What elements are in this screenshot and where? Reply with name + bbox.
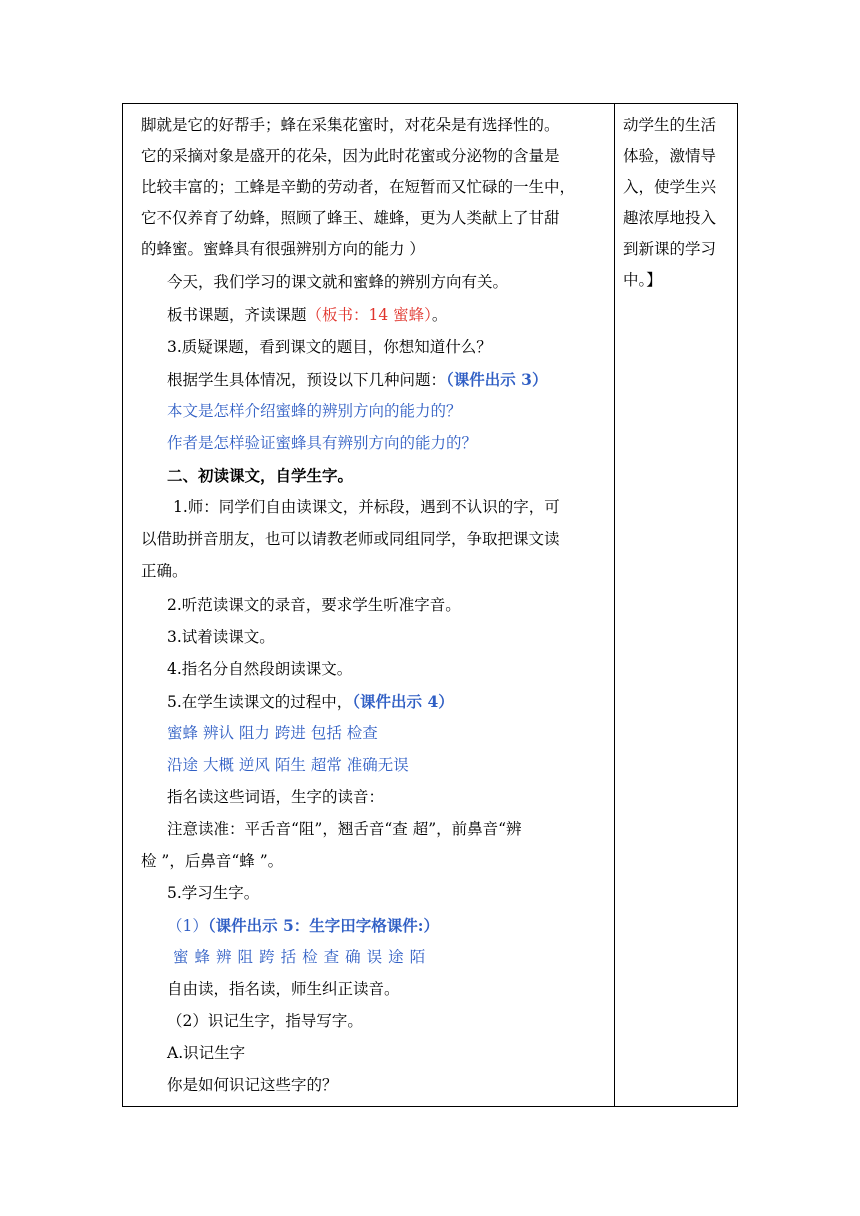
- preset-courseware: （课件出示 3）: [446, 370, 548, 389]
- step-3: 3.试着读课文。: [167, 628, 275, 646]
- step-5: [123, 686, 454, 717]
- vocab-word: 跨进: [274, 724, 306, 742]
- pronunciation-note-cont: 检 ”，后鼻音“蜂 ”。: [141, 852, 284, 870]
- board-line: [123, 300, 447, 331]
- preset-prefix: 根据学生具体情况，预设以下几种问题：: [167, 371, 447, 389]
- vocab-word: 沿途: [167, 756, 199, 774]
- new-character: 括: [280, 948, 297, 966]
- side-text-line: 到新课的学习: [623, 240, 717, 258]
- new-character: 蜜: [173, 948, 189, 966]
- vocab-row-2: [123, 750, 409, 781]
- new-character: 辨: [216, 948, 232, 966]
- text-line: 它的采摘对象是盛开的花朵，因为此时花蜜或分泌物的含量是: [141, 147, 560, 165]
- step-5-prefix: 5.在学生读课文的过程中，: [167, 693, 353, 711]
- side-text-line: 体验，激情导: [623, 147, 717, 165]
- text-line: 脚就是它的好帮手；蜂在采集花蜜时，对花朵是有选择性的。: [141, 116, 560, 134]
- vocab-word: 阻力: [238, 724, 270, 742]
- sub-step-1-number: （1）: [167, 917, 208, 935]
- step-4: 4.指名分自然段朗读课文。: [167, 660, 353, 678]
- vocab-word: 超常: [310, 756, 342, 774]
- new-characters-row: [123, 942, 431, 973]
- new-character: 确: [345, 948, 361, 966]
- vocab-word: 蜜蜂: [167, 724, 199, 742]
- side-text-line: 趣浓厚地投入: [623, 209, 717, 227]
- step-1-cont: 以借助拼音朋友，也可以请教老师或同组同学，争取把课文读: [141, 530, 560, 548]
- side-text-line: 入，使学生兴: [623, 178, 717, 196]
- text-line: 比较丰富的；工蜂是辛勤的劳动者，在短暂而又忙碌的一生中，: [141, 178, 576, 196]
- board-prefix: 板书课题，齐读课题: [167, 306, 307, 324]
- step-5-courseware: （课件出示 4）: [352, 692, 454, 711]
- new-character: 检: [302, 948, 318, 966]
- side-text-line: 中。】: [623, 271, 662, 289]
- vocab-word: 逆风: [238, 756, 270, 774]
- new-character: 阻: [237, 948, 254, 966]
- side-text-line: 动学生的生活: [623, 116, 717, 134]
- vocab-word: 检查: [346, 724, 378, 742]
- vocab-word: 辨认: [202, 724, 234, 742]
- design-intent-column: [615, 104, 737, 1106]
- sub-step-2: （2）识记生字，指导写字。: [167, 1012, 363, 1030]
- board-red-note: （板书：14 蜜蜂）: [306, 306, 432, 324]
- sub-step-1: [123, 910, 439, 941]
- new-character: 误: [366, 948, 383, 966]
- step-5b: 5.学习生字。: [167, 884, 260, 902]
- vocab-word: 陌生: [274, 756, 306, 774]
- text-line: 它不仅养育了幼蜂，照顾了蜂王、雄蜂，更为人类献上了甘甜: [141, 209, 560, 227]
- new-character: 跨: [259, 948, 275, 966]
- vocab-word: 包括: [310, 724, 342, 742]
- vocab-word: 大概: [202, 756, 234, 774]
- question-step: 3.质疑课题，看到课文的题目，你想知道什么？: [167, 338, 492, 356]
- free-read-line: 自由读，指名读，师生纠正读音。: [167, 980, 400, 998]
- vocab-word: 准确无误: [346, 756, 409, 774]
- question-1: 本文是怎样介绍蜜蜂的辨别方向的能力的？: [167, 402, 462, 420]
- question-2: 作者是怎样验证蜜蜂具有辨别方向的能力的？: [167, 434, 478, 452]
- pronunciation-note: 注意读准：平舌音“阻”，翘舌音“查 超”，前鼻音“辨: [167, 820, 522, 838]
- preset-line: [123, 364, 547, 395]
- new-character: 陌: [409, 948, 426, 966]
- vocab-row-1: [123, 718, 378, 749]
- new-character: 蜂: [194, 948, 211, 966]
- lesson-plan-table: [122, 103, 738, 1107]
- sub-step-a: A.识记生字: [167, 1044, 246, 1062]
- text-line: 的蜂蜜。蜜蜂具有很强辨别方向的能力 ）: [141, 240, 425, 258]
- teaching-content-column: [123, 104, 614, 1106]
- new-character: 查: [323, 948, 340, 966]
- section-heading-2: 二、初读课文，自学生字。: [167, 466, 354, 485]
- question-how: 你是如何识记这些字的？: [167, 1076, 338, 1094]
- step-1-cont: 正确。: [141, 562, 188, 580]
- sub-step-1-courseware: （课件出示 5：生字田字格课件:）: [207, 916, 440, 935]
- new-character: 途: [388, 948, 404, 966]
- board-suffix: 。: [431, 306, 448, 324]
- step-2: 2.听范读课文的录音，要求学生听准字音。: [167, 596, 461, 614]
- read-words-line: 指名读这些词语，生字的读音：: [167, 788, 385, 806]
- today-line: 今天，我们学习的课文就和蜜蜂的辨别方向有关。: [167, 273, 509, 291]
- step-1: 1.师：同学们自由读课文，并标段，遇到不认识的字，可: [173, 498, 560, 516]
